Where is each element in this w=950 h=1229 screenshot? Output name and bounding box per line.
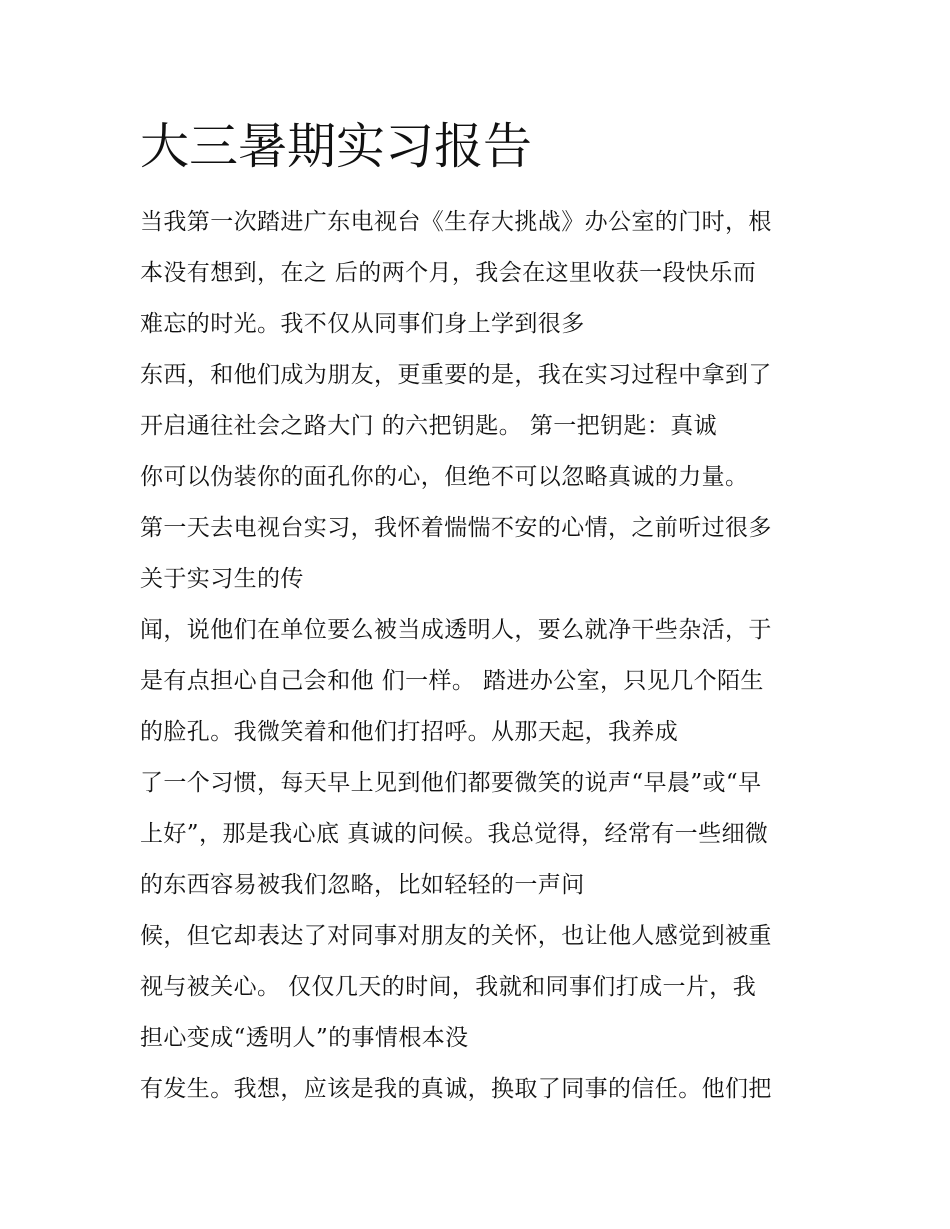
text-line: 了一个习惯，每天早上见到他们都要微笑的说声“早晨”或“早: [140, 770, 762, 796]
text-line: 有发生。我想，应该是我的真诚，换取了同事的信任。他们把: [140, 1076, 772, 1102]
text-line: 视与被关心。 仅仅几天的时间，我就和同事们打成一片，我: [140, 974, 757, 1000]
text-line: 你可以伪装你的面孔你的心，但绝不可以忽略真诚的力量。: [140, 464, 749, 490]
text-line: 上好”，那是我心底 真诚的问候。我总觉得，经常有一些细微: [140, 821, 769, 847]
document-body: [140, 197, 820, 1115]
text-line: 难忘的时光。我不仅从同事们身上学到很多: [140, 311, 585, 337]
text-line: 是有点担心自己会和他 们一样。 踏进办公室，只见几个陌生: [140, 668, 764, 694]
text-line: 闻，说他们在单位要么被当成透明人，要么就净干些杂活，于: [140, 617, 772, 643]
text-line: 当我第一次踏进广东电视台《生存大挑战》办公室的门时，根: [140, 209, 772, 235]
text-line: 的脸孔。我微笑着和他们打招呼。从那天起，我养成: [140, 719, 679, 745]
text-line: 开启通往社会之路大门 的六把钥匙。 第一把钥匙：真诚: [140, 413, 718, 439]
document-title: 大三暑期实习报告: [140, 118, 533, 175]
text-line: 的东西容易被我们忽略，比如轻轻的一声问: [140, 872, 585, 898]
text-line: 候，但它却表达了对同事对朋友的关怀，也让他人感觉到被重: [140, 923, 772, 949]
text-line: 第一天去电视台实习，我怀着惴惴不安的心情，之前听过很多: [140, 515, 772, 541]
text-line: 担心变成“透明人”的事情根本没: [140, 1025, 469, 1051]
text-line: 东西，和他们成为朋友，更重要的是，我在实习过程中拿到了: [140, 362, 772, 388]
text-line: 本没有想到，在之 后的两个月，我会在这里收获一段快乐而: [140, 260, 757, 286]
text-line: 关于实习生的传: [140, 566, 304, 592]
